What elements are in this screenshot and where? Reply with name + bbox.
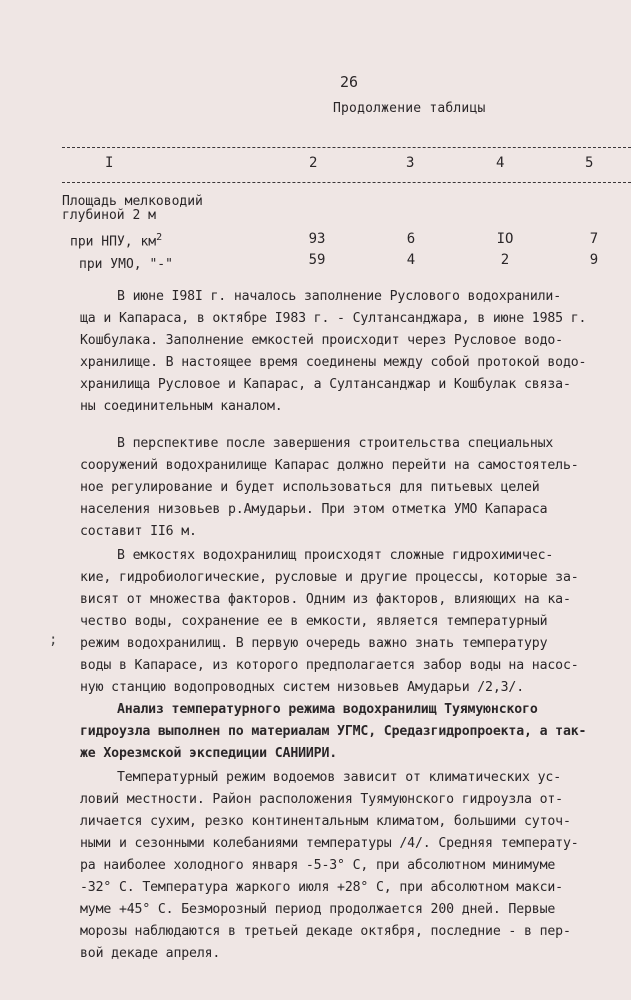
text-line: Кошбулака. Заполнение емкостей происходит через Русловое водо-	[80, 333, 563, 348]
table-cell: 9	[589, 252, 599, 268]
column-header-3: 3	[406, 155, 415, 171]
table-row-label: при УМО, "-"	[79, 257, 173, 272]
table-row-label: при НПУ, $км^2$	[70, 232, 163, 250]
text-line: ра наиболее холодного января -5-3° С, при абсолютном минимуме	[80, 858, 556, 873]
text-line: же Хорезмской экспедиции САНИИРИ.	[80, 746, 338, 761]
table-cell: 7	[589, 231, 599, 247]
table-cell: 2	[500, 252, 510, 268]
table-rule-header	[62, 182, 631, 183]
text-line: сооружений водохранилище Капарас должно перейти на самостоятель-	[80, 458, 579, 473]
table-cell: IO	[496, 231, 514, 247]
text-line: Анализ температурного режима водохранилищ Туямуюнского	[117, 702, 538, 717]
page-number: 26	[340, 73, 359, 91]
text-line: висят от множества факторов. Одним из факторов, влияющих на ка-	[80, 592, 571, 607]
text-line: муме +45° С. Безморозный период продолжается 200 дней. Первые	[80, 902, 556, 917]
text-line: гидроузла выполнен по материалам УГМС, Средазгидропроекта, а так-	[80, 724, 587, 739]
text-line: личается сухим, резко континентальным климатом, большими суточ-	[80, 814, 571, 829]
text-line: ную станцию водопроводных систем низовьев Амударьи /2,3/.	[80, 680, 525, 695]
table-cell: 4	[406, 252, 416, 268]
text-line: В июне I98I г. началось заполнение Руслового водохранили-	[117, 289, 562, 304]
column-header-4: 4	[496, 155, 505, 171]
text-line: ными и сезонными колебаниями температуры /4/. Средняя температу-	[80, 836, 579, 851]
table-cell: 6	[406, 231, 416, 247]
row-group-label-depth: глубиной 2 м	[62, 208, 156, 223]
text-line: В емкостях водохранилищ происходят сложные гидрохимичес-	[117, 548, 554, 563]
column-header-5: 5	[585, 155, 594, 171]
text-line: хранилище. В настоящее время соединены между собой протокой водо-	[80, 355, 587, 370]
column-header-1: I	[105, 155, 114, 171]
text-line: хранилища Русловое и Капарас, а Султансанджар и Кошбулак связа-	[80, 377, 571, 392]
text-line: В перспективе после завершения строительства специальных	[117, 436, 554, 451]
table-cell: 59	[308, 252, 326, 268]
row-group-label: Площадь мелководий	[62, 194, 203, 209]
text-line: вой декаде апреля.	[80, 946, 221, 961]
unit-superscript: 2	[156, 232, 163, 243]
text-line: воды в Капарасе, из которого предполагается забор воды на насос-	[80, 658, 579, 673]
text-line: населения низовьев р.Амударьи. При этом отметка УМО Капараса	[80, 502, 548, 517]
text-line: -32° С. Температура жаркого июля +28° С, при абсолютном макси-	[80, 880, 563, 895]
text-line: кие, гидробиологические, русловые и другие процессы, которые за-	[80, 570, 579, 585]
table-rule-top	[62, 147, 631, 148]
text-line: ща и Капараса, в октябре I983 г. - Султансанджара, в июне 1985 г.	[80, 311, 587, 326]
text-line: ное регулирование и будет использоваться для питьевых целей	[80, 480, 540, 495]
column-header-2: 2	[309, 155, 318, 171]
table-caption: Продолжение таблицы	[333, 101, 486, 116]
text-line: ны соединительным каналом.	[80, 399, 283, 414]
text-line: составит II6 м.	[80, 524, 197, 539]
margin-mark: ;	[49, 632, 58, 648]
text-line: Температурный режим водоемов зависит от климатических ус-	[117, 770, 562, 785]
text-line: морозы наблюдаются в третьей декаде октября, последние - в пер-	[80, 924, 571, 939]
text-line: ловий местности. Район расположения Туямуюнского гидроузла от-	[80, 792, 563, 807]
text-line: чество воды, сохранение ее в емкости, является температурный	[80, 614, 548, 629]
text-line: режим водохранилищ. В первую очередь важно знать температуру	[80, 636, 548, 651]
table-cell: 93	[308, 231, 326, 247]
